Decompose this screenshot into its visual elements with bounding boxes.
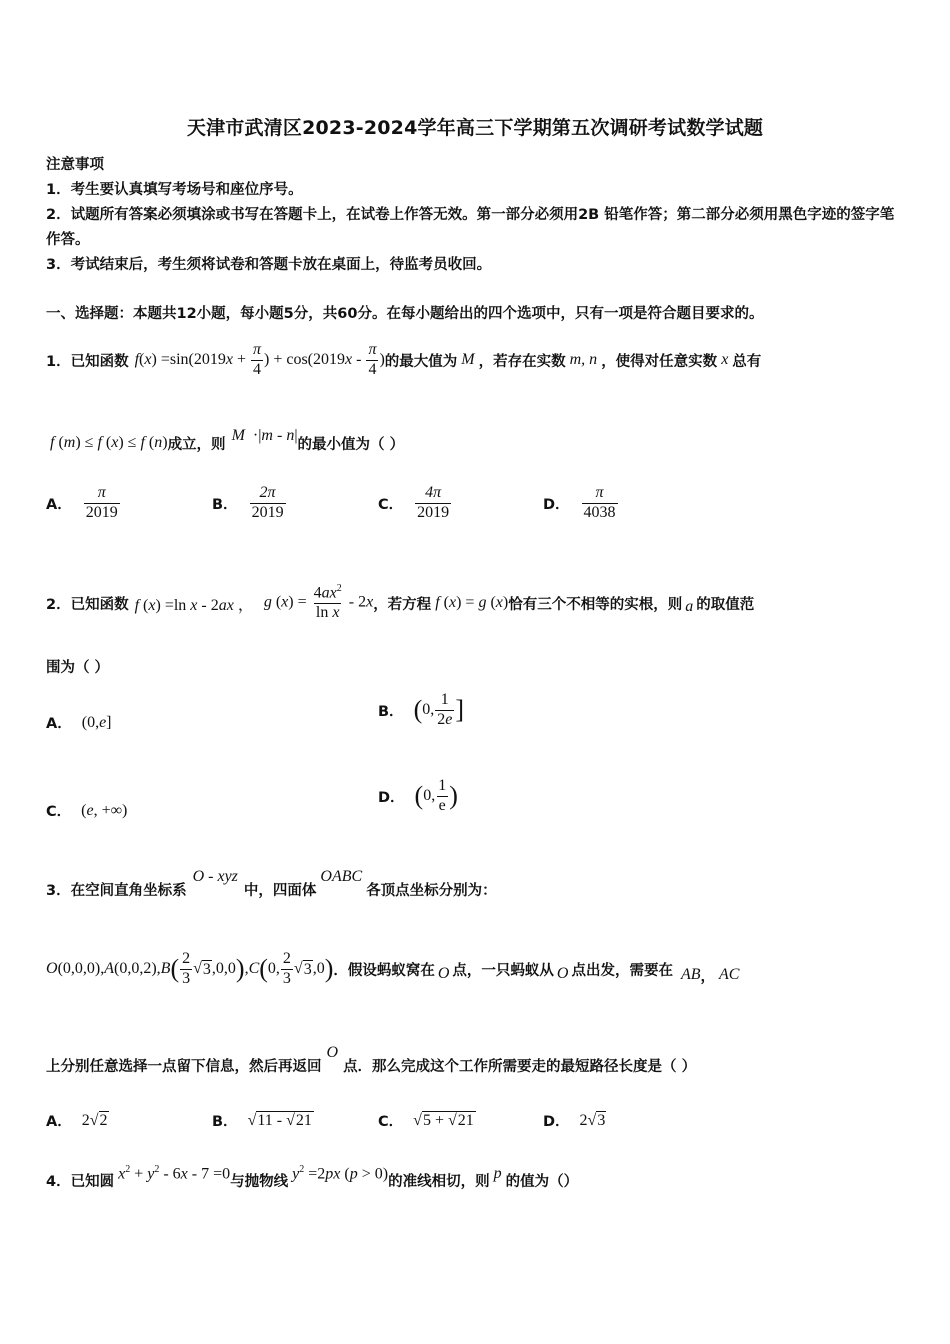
q3-var-O-2: O bbox=[556, 965, 569, 982]
question-3-line-3 bbox=[46, 1042, 696, 1076]
q2-text-1: ，若方程 bbox=[373, 596, 432, 613]
page-title: 天津市武清区2023-2024学年高三下学期第五次调研考试数学试题 bbox=[186, 117, 764, 139]
q3-text-3: ．假设蚂蚁窝在 bbox=[333, 962, 435, 979]
q1-option-a-label: A． bbox=[46, 496, 72, 513]
q2-option-c-label: C． bbox=[46, 804, 72, 820]
q1-text-6: 的最小值为（ ） bbox=[297, 436, 405, 453]
q1-option-c-label: C． bbox=[378, 496, 404, 513]
q4-var-p: p bbox=[493, 1165, 502, 1182]
q2-number: 2．已知函数 bbox=[46, 596, 129, 613]
q1-var-mn: m, n bbox=[569, 351, 598, 368]
question-1-line-1 bbox=[46, 334, 761, 386]
q4-text-1: 与抛物线 bbox=[230, 1173, 289, 1190]
question-1-line-2 bbox=[50, 428, 404, 458]
q1-option-b[interactable] bbox=[212, 485, 287, 522]
q2-var-a: a bbox=[685, 598, 694, 615]
q1-option-c[interactable] bbox=[378, 485, 452, 522]
q3-option-a-value: 2√2 bbox=[81, 1111, 108, 1129]
q1-option-c-num: 4π bbox=[425, 484, 442, 501]
notice-item-1: 1．考生要认真填写考场号和座位序号。 bbox=[46, 182, 303, 198]
q1-option-d-label: D． bbox=[543, 496, 570, 513]
q3-coord-system: O - xyz bbox=[192, 868, 238, 885]
q1-option-d-den: 4038 bbox=[583, 503, 616, 521]
q1-var-x: x bbox=[721, 351, 729, 368]
q3-comma: ， bbox=[700, 968, 716, 985]
q2-option-b-value: ( 0, $\frac{1}{2e}$ ] bbox=[413, 691, 465, 728]
q3-coordinates: O (0,0,0), A (0,0,2), B ( $\frac{2}{3}$ √ 3 ,0,0 ) , C ( 0, $\frac{2}{3}$ √ 3 ,0 ) bbox=[46, 949, 334, 987]
section-heading: 一、选择题：本题共12小题，每小题5分，共60分。在每小题给出的四个选项中，只有一项是符合题目要求的。 bbox=[46, 306, 764, 322]
q2-text-4: 围为（ ） bbox=[46, 660, 110, 676]
q3-option-d[interactable] bbox=[543, 1110, 606, 1131]
q1-var-M: M bbox=[461, 351, 475, 368]
q3-text-4: 点，一只蚂蚁从 bbox=[452, 962, 554, 979]
q2-option-a-value: (0,e] bbox=[81, 713, 112, 731]
q1-option-d-num: π bbox=[595, 484, 604, 501]
notice-heading: 注意事项 bbox=[46, 157, 104, 173]
q2-text-2: 恰有三个不相等的实根，则 bbox=[508, 596, 683, 613]
q3-option-d-label: D． bbox=[543, 1114, 570, 1130]
q2-option-c-value: (e, +∞) bbox=[81, 801, 128, 819]
q4-parabola-equation: $y^2 =2px$ (p > 0) bbox=[292, 1164, 389, 1183]
q3-option-c[interactable] bbox=[378, 1110, 476, 1131]
q3-text-1: 中，四面体 bbox=[243, 883, 317, 899]
q3-option-c-label: C． bbox=[378, 1114, 404, 1130]
q3-option-b[interactable] bbox=[212, 1110, 314, 1131]
question-4-line-1 bbox=[46, 1162, 578, 1198]
q1-option-d[interactable] bbox=[543, 485, 619, 522]
q1-option-a-num: π bbox=[97, 484, 106, 501]
q1-text-5: 成立，则 bbox=[167, 436, 226, 453]
q1-text-1: 的最大值为 bbox=[384, 353, 458, 370]
q3-number: 3．在空间直角坐标系 bbox=[46, 883, 187, 899]
q3-option-a-label: A． bbox=[46, 1114, 72, 1130]
q1-function: f(x) =sin(2019x + $\frac{\pi}{4}$ ) + cos(2019x - $\frac{\pi}{4}$ ) bbox=[134, 340, 385, 378]
q3-option-a[interactable] bbox=[46, 1110, 109, 1131]
q3-segment-ac: AC bbox=[719, 966, 740, 983]
q2-option-b-label: B． bbox=[378, 703, 404, 720]
q1-option-b-num: 2π bbox=[259, 484, 276, 501]
q1-number: 1．已知函数 bbox=[46, 353, 129, 370]
notice-item-3: 3．考试结束后，考生须将试卷和答题卡放在桌面上，待监考员收回。 bbox=[46, 257, 492, 273]
q1-option-b-label: B． bbox=[212, 496, 238, 513]
q3-option-b-value: √11 - √21 bbox=[247, 1111, 312, 1129]
q2-option-d-value: ( 0, $\frac{1}{e}$ ) bbox=[414, 777, 458, 814]
q2-option-b[interactable] bbox=[378, 692, 464, 729]
q2-function-f: f (x) =ln x - 2ax ， bbox=[134, 596, 254, 614]
q3-text-2: 各顶点坐标分别为： bbox=[366, 883, 497, 899]
q2-option-d-label: D． bbox=[378, 789, 405, 806]
question-3-line-2 bbox=[46, 944, 739, 994]
q4-number: 4．已知圆 bbox=[46, 1173, 115, 1190]
q2-option-c[interactable] bbox=[46, 800, 127, 821]
question-2-line-1 bbox=[46, 578, 754, 628]
q3-text-5: 点出发，需要在 bbox=[571, 962, 673, 979]
q1-option-b-den: 2019 bbox=[251, 503, 284, 521]
q1-inequality: f (m) ≤ f (x) ≤ f (n) bbox=[50, 434, 168, 451]
notice-item-2: 2．试题所有答案必须填涂或书写在答题卡上，在试卷上作答无效。第一部分必须用2B 铅笔作答；第二部分必须用黑色字迹的签字笔作答。 bbox=[46, 207, 895, 248]
q1-text-2: ，若存在实数 bbox=[478, 353, 566, 370]
q1-text-4: 总有 bbox=[732, 353, 762, 370]
q1-option-c-den: 2019 bbox=[417, 503, 450, 521]
q2-equation: f (x) = g (x) bbox=[435, 594, 509, 611]
q2-option-a[interactable] bbox=[46, 712, 112, 733]
q2-option-a-label: A． bbox=[46, 716, 72, 732]
q3-text-6: 上分别任意选择一点留下信息，然后再返回 bbox=[46, 1059, 322, 1075]
q2-text-3: 的取值范 bbox=[696, 596, 755, 613]
q3-var-O-1: O bbox=[437, 965, 450, 982]
q3-option-b-label: B． bbox=[212, 1114, 238, 1130]
q4-text-2: 的准线相切，则 bbox=[388, 1173, 490, 1190]
question-3-line-1 bbox=[46, 860, 497, 900]
q3-text-7: 点．那么完成这个工作所需要走的最短路径长度是（ ） bbox=[343, 1059, 697, 1075]
q1-option-a[interactable] bbox=[46, 485, 121, 522]
q3-segment-ab: AB bbox=[680, 966, 701, 983]
q1-expression: M ·|m - n| bbox=[231, 427, 298, 444]
q3-option-c-value: √5 + √21 bbox=[413, 1111, 474, 1129]
q2-function-g: g (x) = $\frac{4ax^2}{\text{ln x}}$ - 2x bbox=[263, 583, 374, 622]
q3-option-d-value: 2√3 bbox=[579, 1111, 606, 1129]
q1-option-a-den: 2019 bbox=[85, 503, 118, 521]
q2-option-d[interactable] bbox=[378, 778, 458, 815]
q3-tetrahedron: OABC bbox=[320, 868, 363, 885]
q1-text-3: ，使得对任意实数 bbox=[601, 353, 718, 370]
q3-var-O-3: O bbox=[326, 1044, 339, 1061]
q4-text-3: 的值为（） bbox=[505, 1173, 579, 1190]
q4-circle-equation: $x^2 + y^2 - 6x - 7 =0$ bbox=[118, 1164, 231, 1183]
